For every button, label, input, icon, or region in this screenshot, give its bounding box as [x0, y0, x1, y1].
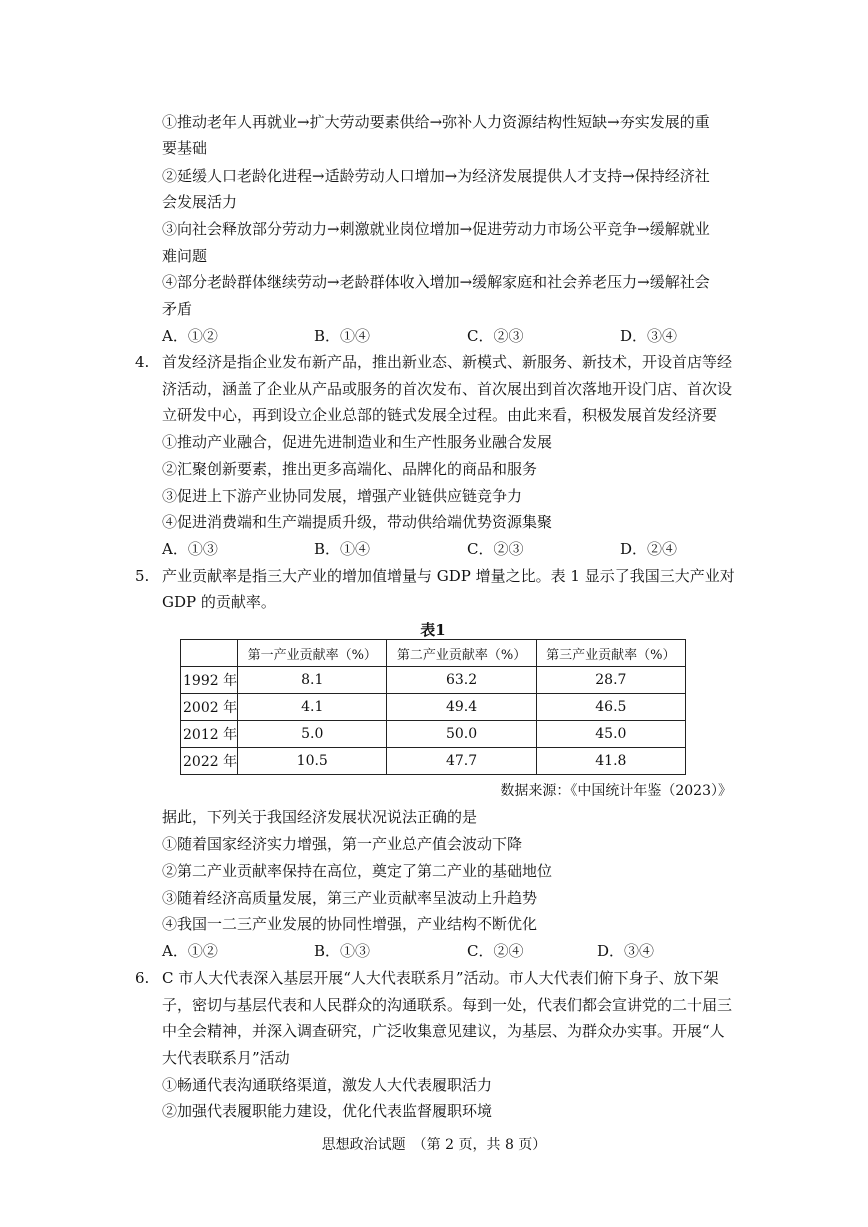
q5-statement-1: ①随着国家经济实力增强，第一产业总产值会波动下降 — [162, 835, 523, 853]
q3-option-c[interactable]: C．②③ — [467, 327, 524, 345]
q5-stem-line-1: 产业贡献率是指三大产业的增加值增量与 GDP 增量之比。表 1 显示了我国三大产业对 — [162, 567, 735, 585]
q4-option-b[interactable]: B．①④ — [314, 540, 371, 558]
q4-options — [162, 539, 742, 559]
q5-question: 据此，下列关于我国经济发展状况说法正确的是 — [162, 808, 478, 826]
table-header-row — [181, 640, 686, 667]
table-cell: 63.2 — [387, 667, 536, 694]
q4-statement-3: ③促进上下游产业协同发展，增强产业链供应链竞争力 — [162, 487, 523, 505]
q4-statement-4: ④促进消费端和生产端提质升级，带动供给端优势资源集聚 — [162, 513, 553, 531]
table-cell-year: 2022 年 — [181, 748, 238, 775]
q4-stem-line-3: 立研发中心，再到设立企业总部的链式发展全过程。由此来看，积极发展首发经济要 — [162, 406, 718, 424]
table-header-cell: 第二产业贡献率（%） — [387, 640, 536, 667]
table-row — [181, 667, 686, 694]
table-header-cell: 第三产业贡献率（%） — [536, 640, 685, 667]
table-cell-year: 1992 年 — [181, 667, 238, 694]
q6-statement-2: ②加强代表履职能力建设，优化代表监督履职环境 — [162, 1102, 493, 1120]
q5-stem-line-2: GDP 的贡献率。 — [162, 593, 276, 611]
q5-statement-3: ③随着经济高质量发展，第三产业贡献率呈波动上升趋势 — [162, 889, 538, 907]
q6-stem-line-2: 子，密切与基层代表和人民群众的沟通联系。每到一处，代表们都会宣讲党的二十届三 — [162, 996, 733, 1014]
q3-statement-4-line-1: ④部分老龄群体继续劳动→老龄群体收入增加→缓解家庭和社会养老压力→缓解社会 — [162, 273, 710, 291]
table-cell-year: 2002 年 — [181, 694, 238, 721]
table-cell-year: 2012 年 — [181, 721, 238, 748]
q5-option-b[interactable]: B．①③ — [314, 942, 371, 960]
q6-stem-line-3: 中全会精神，并深入调查研究，广泛收集意见建议，为基层、为群众办实事。开展“人 — [162, 1022, 725, 1040]
q3-statement-2-line-1: ②延缓人口老龄化进程→适龄劳动人口增加→为经济发展提供人才支持→保持经济社 — [162, 167, 710, 185]
q5-statement-4: ④我国一二三产业发展的协同性增强，产业结构不断优化 — [162, 915, 538, 933]
q3-option-b[interactable]: B．①④ — [314, 327, 371, 345]
table-source: 数据来源：《中国统计年鉴（2023）》 — [500, 783, 732, 799]
q5-statement-2: ②第二产业贡献率保持在高位，奠定了第二产业的基础地位 — [162, 862, 553, 880]
table-caption: 表1 — [420, 621, 446, 639]
q6-stem-line-4: 大代表联系月”活动 — [162, 1049, 290, 1067]
table-cell: 41.8 — [536, 748, 685, 775]
table-cell: 5.0 — [238, 721, 387, 748]
table-header-cell: 第一产业贡献率（%） — [238, 640, 387, 667]
table-cell: 46.5 — [536, 694, 685, 721]
table-cell: 10.5 — [238, 748, 387, 775]
q3-statement-2-line-2: 会发展活力 — [162, 193, 238, 211]
table-header-cell — [181, 640, 238, 667]
q4-statement-2: ②汇聚创新要素，推出更多高端化、品牌化的商品和服务 — [162, 460, 538, 478]
q5-option-a[interactable]: A．①② — [162, 942, 218, 960]
table-cell: 8.1 — [238, 667, 387, 694]
table-row — [181, 748, 686, 775]
q5-number: 5. — [135, 567, 150, 585]
q4-stem-line-2: 济活动，涵盖了企业从产品或服务的首次发布、首次展出到首次落地开设门店、首次设 — [162, 380, 733, 398]
q3-options — [162, 326, 742, 346]
table-cell: 4.1 — [238, 694, 387, 721]
table-cell: 28.7 — [536, 667, 685, 694]
q4-stem-line-1: 首发经济是指企业发布新产品，推出新业态、新模式、新服务、新技术，开设首店等经 — [162, 353, 733, 371]
q3-statement-3-line-2: 难问题 — [162, 247, 208, 265]
q4-statement-1: ①推动产业融合，促进先进制造业和生产性服务业融合发展 — [162, 433, 553, 451]
table-cell: 45.0 — [536, 721, 685, 748]
contribution-table — [180, 639, 686, 775]
q6-stem-line-1: C 市人大代表深入基层开展“人大代表联系月”活动。市人大代表们俯下身子、放下架 — [162, 969, 719, 987]
q5-option-c[interactable]: C．②④ — [467, 942, 524, 960]
table-row — [181, 721, 686, 748]
q4-option-a[interactable]: A．①③ — [162, 540, 218, 558]
q3-option-d[interactable]: D．③④ — [620, 327, 678, 345]
table-row — [181, 694, 686, 721]
q3-option-a[interactable]: A．①② — [162, 327, 218, 345]
q4-option-c[interactable]: C．②③ — [467, 540, 524, 558]
table-cell: 50.0 — [387, 721, 536, 748]
table-cell: 49.4 — [387, 694, 536, 721]
q5-options — [162, 941, 742, 961]
q3-statement-1-line-1: ①推动老年人再就业→扩大劳动要素供给→弥补人力资源结构性短缺→夯实发展的重 — [162, 113, 710, 131]
q3-statement-4-line-2: 矛盾 — [162, 300, 193, 318]
q3-statement-1-line-2: 要基础 — [162, 139, 208, 157]
q4-number: 4. — [135, 353, 150, 371]
q5-option-d[interactable]: D．③④ — [597, 942, 655, 960]
q3-statement-3-line-1: ③向社会释放部分劳动力→刺激就业岗位增加→促进劳动力市场公平竞争→缓解就业 — [162, 220, 710, 238]
q6-number: 6. — [135, 969, 150, 987]
table-cell: 47.7 — [387, 748, 536, 775]
page-footer: 思想政治试题 （第 2 页，共 8 页） — [321, 1137, 547, 1153]
q6-statement-1: ①畅通代表沟通联络渠道，激发人大代表履职活力 — [162, 1076, 493, 1094]
q4-option-d[interactable]: D．②④ — [620, 540, 678, 558]
